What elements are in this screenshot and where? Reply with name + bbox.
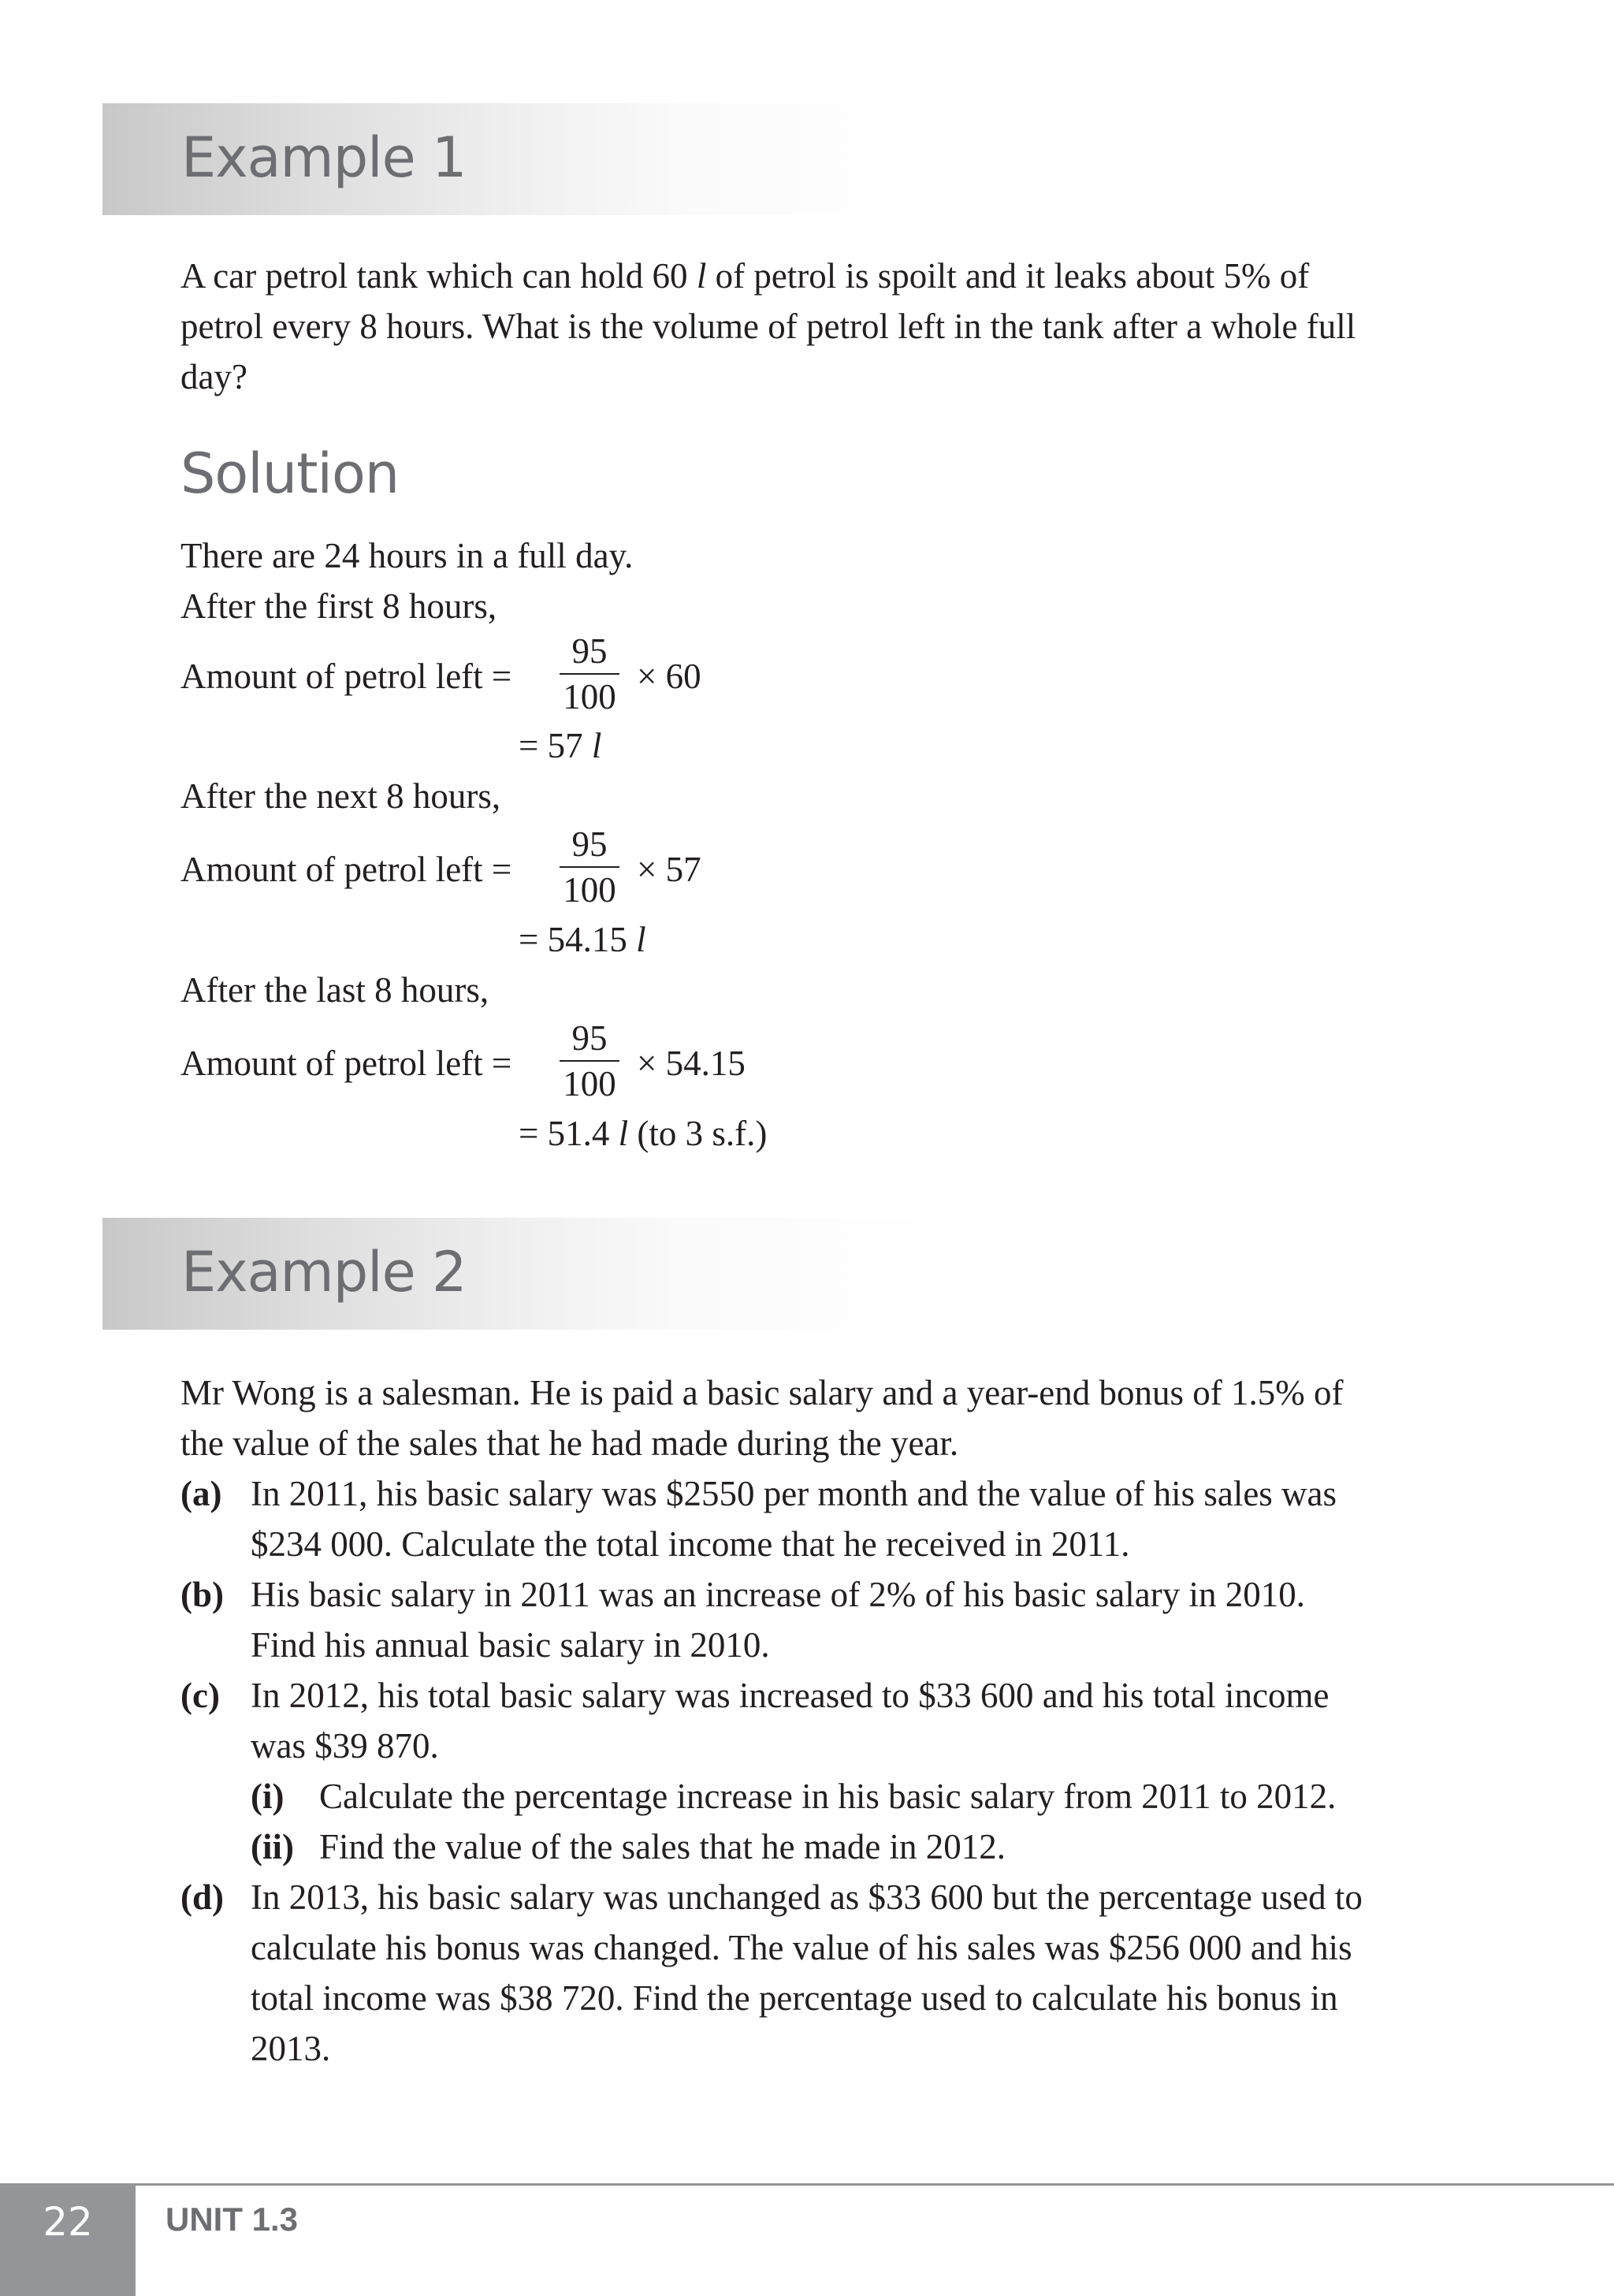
part-c-line-2: was $39 870.: [251, 1726, 439, 1766]
step-1-denominator: 100: [563, 677, 616, 716]
part-d-label: (d): [180, 1877, 224, 1917]
step-1-label: Amount of petrol left =: [180, 657, 512, 696]
example-1-banner: [102, 103, 946, 215]
example-1-title: Example 1: [181, 125, 467, 190]
part-d-line-4: 2013.: [251, 2029, 331, 2068]
step-3-denominator: 100: [563, 1064, 616, 1103]
subpart-ii-label: (ii): [251, 1827, 294, 1866]
footer-rule: [136, 2183, 1614, 2186]
step-1-heading: After the first 8 hours,: [180, 586, 497, 626]
step-1-multiplier: × 60: [637, 657, 701, 696]
part-b-line-2: Find his annual basic salary in 2010.: [251, 1625, 770, 1665]
part-a-label: (a): [180, 1474, 222, 1513]
part-b-line-1: His basic salary in 2011 was an increase of 2% of his basic salary in 2010.: [251, 1575, 1305, 1614]
step-2-label: Amount of petrol left =: [180, 850, 512, 889]
step-1-numerator: 95: [571, 631, 608, 671]
part-c-label: (c): [180, 1676, 220, 1715]
part-d-line-3: total income was $38 720. Find the percentage used to calculate his bonus in: [251, 1978, 1338, 2018]
part-b-label: (b): [180, 1575, 224, 1614]
example-2-banner: [102, 1218, 946, 1330]
part-a-line-1: In 2011, his basic salary was $2550 per month and the value of his sales was: [251, 1474, 1337, 1513]
page-number: 22: [43, 2199, 93, 2245]
example-2-intro-line-1: Mr Wong is a salesman. He is paid a basic salary and a year-end bonus of 1.5% of: [180, 1373, 1344, 1412]
step-2-denominator: 100: [563, 870, 616, 910]
example-2-title: Example 2: [181, 1240, 467, 1304]
subpart-i-text: Calculate the percentage increase in his basic salary from 2011 to 2012.: [319, 1777, 1337, 1816]
example-2-intro-line-2: the value of the sales that he had made during the year.: [180, 1423, 959, 1463]
step-2-result: = 54.15 l: [519, 920, 646, 959]
subpart-ii-text: Find the value of the sales that he made in 2012.: [319, 1827, 1006, 1866]
step-1-result: = 57 l: [519, 726, 602, 765]
solution-title: Solution: [180, 441, 400, 506]
step-3-multiplier: × 54.15: [637, 1044, 746, 1083]
step-3-numerator: 95: [571, 1018, 608, 1058]
part-d-line-1: In 2013, his basic salary was unchanged as $33 600 but the percentage used to: [251, 1877, 1363, 1917]
step-2-fraction: [556, 822, 623, 912]
step-3-fraction: [556, 1016, 623, 1106]
step-1-fraction: [556, 629, 623, 719]
step-3-heading: After the last 8 hours,: [180, 970, 489, 1010]
solution-intro: There are 24 hours in a full day.: [180, 536, 634, 575]
step-3-result: = 51.4 l (to 3 s.f.): [519, 1114, 768, 1153]
step-2-numerator: 95: [571, 824, 608, 864]
step-2-heading: After the next 8 hours,: [180, 776, 501, 816]
part-a-line-2: $234 000. Calculate the total income that he received in 2011.: [251, 1524, 1130, 1564]
step-3-label: Amount of petrol left =: [180, 1044, 512, 1083]
part-c-line-1: In 2012, his total basic salary was increased to $33 600 and his total income: [251, 1676, 1330, 1715]
subpart-i-label: (i): [251, 1777, 284, 1816]
example-1-question-line-1: A car petrol tank which can hold 60 l of petrol is spoilt and it leaks about 5% of: [180, 256, 1310, 296]
unit-label: UNIT 1.3: [165, 2201, 299, 2238]
part-d-line-2: calculate his bonus was changed. The value of his sales was $256 000 and his: [251, 1928, 1352, 1967]
example-1-question-line-2: petrol every 8 hours. What is the volume of petrol left in the tank after a whole full: [180, 307, 1356, 346]
step-2-multiplier: × 57: [637, 850, 701, 889]
example-1-question-line-3: day?: [180, 357, 247, 396]
